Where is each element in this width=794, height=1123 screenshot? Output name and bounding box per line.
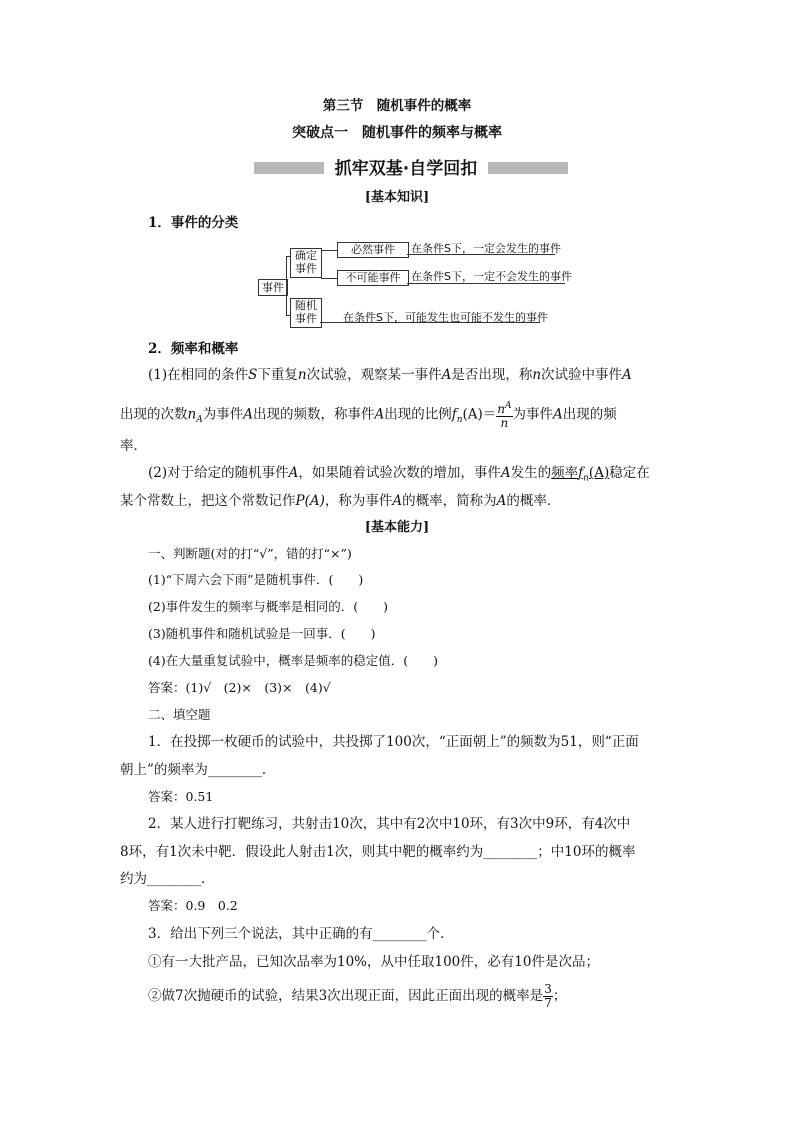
judge-item-1: (1)“下周六会下雨”是随机事件．( ) (148, 572, 364, 587)
question-3-line1: 3．给出下列三个说法，其中正确的有________个． (148, 926, 454, 942)
item1-title: 1．事件的分类 (148, 215, 239, 231)
basic-ability-heading: [基本能力] (364, 520, 430, 535)
diagram-certain-event: 必然事件 (337, 242, 409, 258)
question-2-line2: 8环，有1次未中靶．假设此人射击1次，则其中靶的概率约为________；中10环的概率 (120, 844, 636, 860)
diagram-root-event: 事件 (258, 279, 288, 296)
question-2-answer: 答案：0.9 0.2 (148, 898, 238, 913)
probability-paragraph-line2: 某个常数上，把这个常数记作P(A)，称为事件A的概率，简称为A的概率． (120, 493, 561, 509)
question-3-fraction: $\frac{3}{7}$ (544, 982, 552, 1010)
diagram-definite-event: 确定 事件 (290, 248, 322, 278)
question-1-line1: 1．在投掷一枚硬币的试验中，共投掷了100次，“正面朝上”的频数为51，则“正面 (148, 734, 639, 750)
question-2-line3: 约为________． (120, 871, 215, 887)
basic-knowledge-heading: [基本知识] (364, 190, 430, 205)
question-3-item-1: ①有一大批产品，已知次品率为10%，从中任取100件，必有10件是次品； (148, 954, 599, 970)
diagram-random-event: 随机 事件 (290, 298, 322, 328)
diagram-random-desc: 在条件S下，可能发生也可能不发生的事件 (343, 311, 548, 324)
diagram-impossible-event: 不可能事件 (337, 270, 409, 286)
breakthrough-title: 突破点一 随机事件的频率与概率 (292, 125, 502, 141)
judge-item-2: (2)事件发生的频率与概率是相同的．( ) (148, 599, 388, 614)
question-3-item-2: ②做7次抛硬币的试验，结果3次出现正面，因此正面出现的概率是 $\frac{3}{7}$ ； (148, 982, 567, 1010)
frequency-fraction: $\frac{n^A}{n}$ (497, 401, 512, 430)
judge-item-4: (4)在大量重复试验中，概率是频率的稳定值．( ) (148, 653, 438, 668)
diagram-impossible-desc: 在条件S下，一定不会发生的事件 (411, 270, 572, 283)
banner-title: 抓牢双基·自学回扣 (334, 159, 478, 179)
judge-section-title: 一、判断题(对的打“√”，错的打“×”) (148, 546, 352, 561)
banner-right-bar (488, 162, 568, 174)
judge-item-3: (3)随机事件和随机试验是一回事．( ) (148, 626, 376, 641)
frequency-paragraph-line1: (1)在相同的条件S下重复n次试验，观察某一事件A是否出现，称n次试验中事件A (148, 367, 632, 383)
section-title: 第三节 随机事件的概率 (322, 98, 472, 114)
judge-answer: 答案：(1)√ (2)× (3)× (4)√ (148, 680, 331, 695)
question-1-line2: 朝上”的频率为________． (120, 762, 276, 778)
probability-paragraph-line1: (2)对于给定的随机事件A，如果随着试验次数的增加，事件A发生的频率$f_n(A)$稳定在 (148, 465, 650, 484)
diagram-certain-desc: 在条件S下，一定会发生的事件 (411, 242, 561, 255)
frequency-paragraph-line2: 出现的次数$n_A$为事件A出现的频数，称事件A出现的比例$f_n(A)=$ $\frac{n^A}{n}$ 为事件A出现的频 (120, 401, 617, 430)
question-1-answer: 答案：0.51 (148, 789, 214, 804)
diagram-bracket-definite (321, 250, 338, 279)
fill-section-title: 二、填空题 (148, 707, 211, 722)
banner-left-bar (254, 162, 324, 174)
question-2-line1: 2．某人进行打靶练习，共射击10次，其中有2次中10环，有3次中9环，有4次中 (148, 816, 631, 832)
item2-title: 2．频率和概率 (148, 341, 239, 357)
frequency-paragraph-line3: 率． (120, 438, 147, 454)
